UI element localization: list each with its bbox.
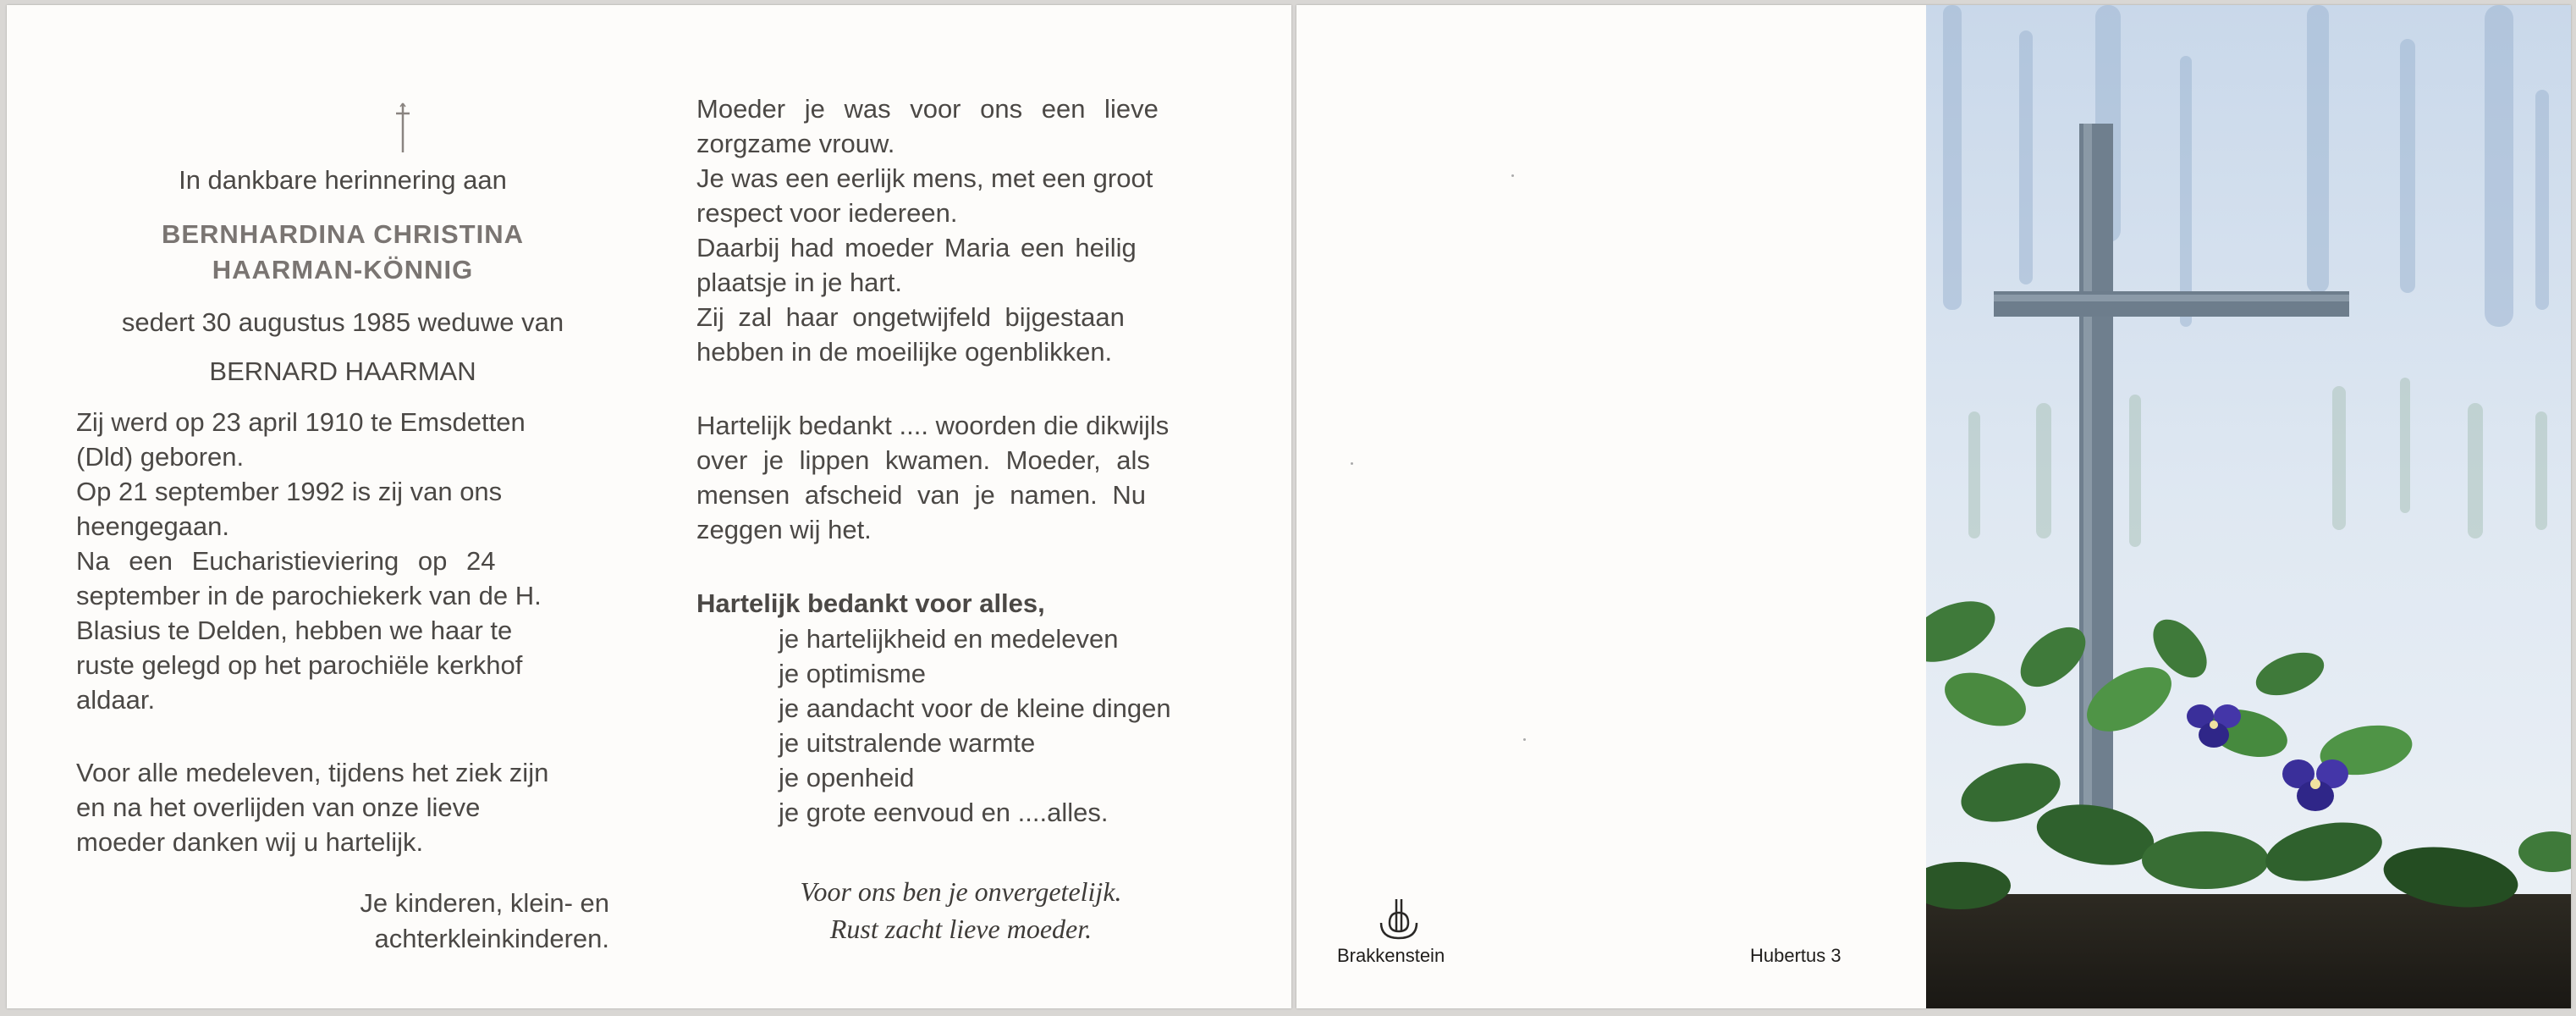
paper-speck	[1351, 462, 1353, 465]
tribute-line: Je was een eerlijk mens, met een groot	[696, 163, 1153, 193]
thanks-item: je uitstralende warmte	[779, 728, 1036, 758]
thanks-line: en na het overlijden van onze lieve	[76, 792, 481, 822]
tribute-line: Hartelijk bedankt .... woorden die dikwijls	[696, 411, 1170, 440]
cross-with-violets-photo	[1926, 5, 2571, 1008]
remembrance-line: In dankbare herinnering aan	[179, 165, 507, 195]
signature-line2: achterkleinkinderen.	[374, 924, 609, 953]
tribute-paragraph-2	[696, 408, 1225, 547]
thanks-line: Voor alle medeleven, tijdens het ziek zijn	[76, 758, 549, 787]
publisher-name: Brakkenstein	[1337, 945, 1445, 966]
bio-line: ruste gelegd op het parochiële kerkhof	[76, 650, 523, 680]
outer-card	[1296, 5, 2571, 1008]
tribute-line: over je lippen kwamen. Moeder, als	[696, 445, 1150, 475]
tribute-line: plaatsje in je hart.	[696, 268, 902, 297]
closing-line1: Voor ons ben je onvergetelijk.	[800, 876, 1122, 907]
brakkenstein-logo-icon	[1374, 894, 1423, 943]
thanks-item: je grote eenvoud en ....alles.	[779, 798, 1109, 827]
thanks-line: moeder danken wij u hartelijk.	[76, 827, 424, 857]
deceased-name-line2: HAARMAN-KÖNNIG	[212, 255, 474, 284]
widow-line: sedert 30 augustus 1985 weduwe van	[121, 307, 564, 337]
paper-speck	[1523, 738, 1526, 741]
photo-illustration	[1926, 5, 2571, 1008]
bio-line: Blasius te Delden, hebben we haar te	[76, 616, 513, 645]
tribute-line: mensen afscheid van je namen. Nu	[696, 480, 1146, 510]
bio-line: Na een Eucharistieviering op 24	[76, 546, 496, 576]
bio-line: (Dld) geboren.	[76, 442, 245, 472]
tribute-paragraph-1	[696, 91, 1225, 369]
thanks-list	[696, 621, 1307, 830]
tribute-line: Daarbij had moeder Maria een heilig	[696, 233, 1137, 262]
thanks-item: je openheid	[779, 763, 915, 792]
bio-line: september in de parochiekerk van de H.	[76, 581, 542, 610]
thanks-item: je optimisme	[779, 659, 926, 688]
series-number: Hubertus 3	[1750, 945, 1841, 966]
tribute-line: zorgzame vrouw.	[696, 129, 895, 158]
thanks-text	[76, 755, 609, 859]
thanks-item: je aandacht voor de kleine dingen	[779, 693, 1171, 723]
inner-card	[7, 5, 1291, 1008]
tribute-line: respect voor iedereen.	[696, 198, 958, 228]
biography	[76, 405, 609, 717]
bio-line: aldaar.	[76, 685, 156, 715]
thanks-heading: Hartelijk bedankt voor alles,	[696, 588, 1045, 618]
paper-speck	[1511, 174, 1514, 177]
signature-line1: Je kinderen, klein- en	[360, 888, 609, 918]
bio-line: heengegaan.	[76, 511, 230, 541]
deceased-name-line1: BERNHARDINA CHRISTINA	[161, 219, 524, 249]
bio-line: Zij werd op 23 april 1910 te Emsdetten	[76, 407, 526, 437]
husband-name: BERNARD HAARMAN	[209, 356, 476, 386]
tribute-line: Zij zal haar ongetwijfeld bijgestaan	[696, 302, 1125, 332]
tribute-line: zeggen wij het.	[696, 515, 872, 544]
thanks-item: je hartelijkheid en medeleven	[779, 624, 1119, 654]
cross-icon	[394, 102, 412, 154]
tribute-line: Moeder je was voor ons een lieve	[696, 94, 1159, 124]
bio-line: Op 21 september 1992 is zij van ons	[76, 477, 503, 506]
tribute-line: hebben in de moeilijke ogenblikken.	[696, 337, 1113, 367]
closing-line2: Rust zacht lieve moeder.	[829, 914, 1093, 944]
